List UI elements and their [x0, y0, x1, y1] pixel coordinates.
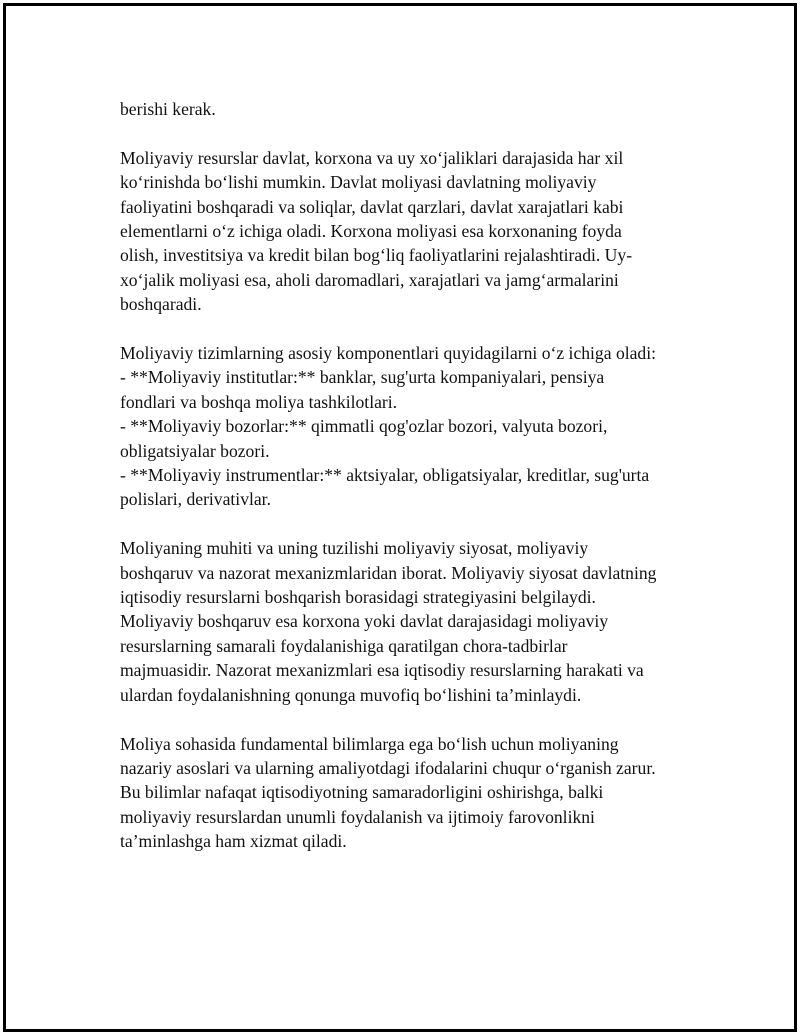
paragraph-continuation: berishi kerak. [120, 99, 216, 119]
paragraph-financial-environment: Moliyaning muhiti va uning tuzilishi moliyaviy siyosat, moliyaviy boshqaruv va nazorat mexanizmlaridan iborat. Moliyaviy siyosat davlatning iqtisodiy resurslarni boshqarish borasidagi strategiyasini belgilaydi. Moliyaviy boshqaruv esa korxona yoki davlat darajasidagi moliyaviy resurslarning samarali foydalanishiga qaratilgan chora-tadbirlar majmuasidir. Nazorat mexanizmlari esa iqtisodiy resurslarning harakati va ulardan foydalanishning qonunga muvofiq boʻlishini ta’minlaydi. [120, 538, 657, 705]
page-frame [3, 3, 797, 1032]
paragraph-fundamental-knowledge: Moliya sohasida fundamental bilimlarga ega boʻlish uchun moliyaning nazariy asoslari va ularning amaliyotdagi ifodalarini chuqur oʻrganish zarur. Bu bilimlar nafaqat iqtisodiyotning samaradorligini oshirishga, balki moliyaviy resurslardan unumli foydalanish va ijtimoiy farovonlikni ta’minlashga ham xizmat qiladi. [120, 733, 656, 852]
paragraph-financial-resources: Moliyaviy resurslar davlat, korxona va uy xoʻjaliklari darajasida har xil koʻrinishda boʻlishi mumkin. Davlat moliyasi davlatning moliyaviy faoliyatini boshqaradi va soliqlar, davlat qarzlari, davlat xarajatlari kabi elementlarni oʻz ichiga oladi. Korxona moliyasi esa korxonaning foyda olish, investitsiya va kredit bilan bogʻliq faoliyatlarini rejalashtiradi. Uy- xoʻjalik moliyasi esa, aholi daromadlari, xarajatlari va jamgʻarmalarini boshqaradi. [120, 147, 633, 315]
paragraph-financial-system-components: Moliyaviy tizimlarning asosiy komponentlari quyidagilarni oʻz ichiga oladi: - **Moliyaviy institutlar:** banklar, sug'urta kompaniyalari, pensiya fondlari va boshqa moliya tashkilotlari. - **Moliyaviy bozorlar:** qimmatli qog'ozlar bozori, valyuta bozori, obligatsiyalar bozori. - **Moliyaviy instrumentlar:** aktsiyalar, obligatsiyalar, kreditlar, sug'urta polislari, derivativlar. [120, 343, 657, 510]
document-body [120, 97, 695, 878]
